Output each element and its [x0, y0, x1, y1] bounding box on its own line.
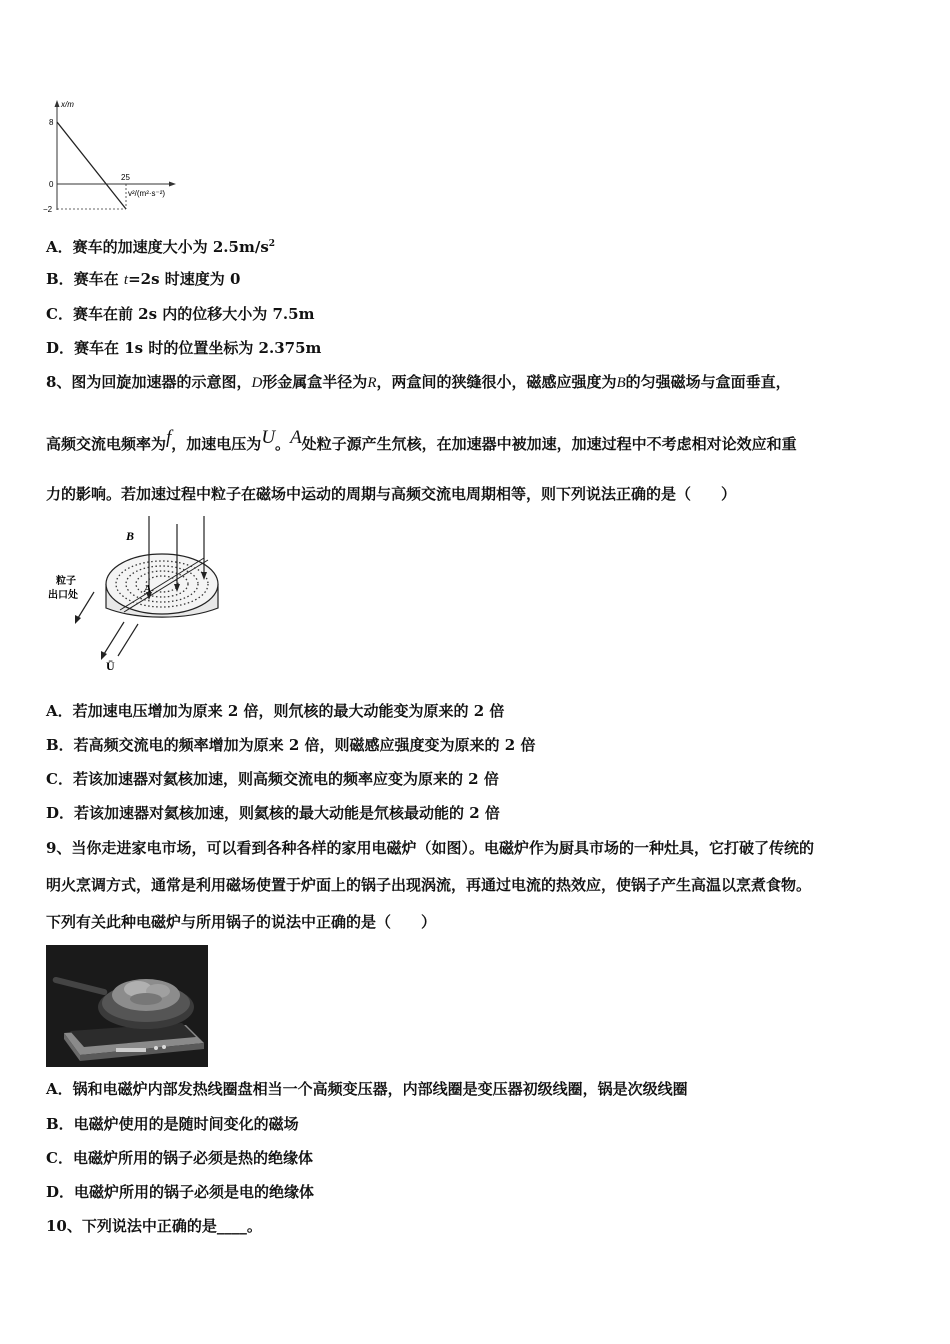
q8-option-b: B．若高频交流电的频率增加为原来 2 倍，则磁感应强度变为原来的 2 倍 — [46, 736, 536, 754]
q7-tick-25: 25 — [121, 173, 130, 182]
q8-option-a: A．若加速电压增加为原来 2 倍，则氘核的最大动能变为原来的 2 倍 — [46, 702, 505, 720]
q8-option-c: C．若该加速器对氦核加速，则高频交流电的频率应变为原来的 2 倍 — [46, 770, 499, 788]
q8-fig-label-a: A — [144, 583, 152, 595]
q10-stem: 10、下列说法中正确的是____。 — [46, 1217, 262, 1235]
q8-stem-line2: 高频交流电频率为f，加速电压为U。A处粒子源产生氘核，在加速器中被加速，加速过程中不考虑相对论效应和重 — [46, 427, 797, 453]
q9-stem-line3: 下列有关此种电磁炉与所用锅子的说法中正确的是（ ） — [46, 913, 437, 931]
q9-induction-cooker-photo — [46, 945, 208, 1067]
q8-cyclotron-figure — [44, 514, 234, 676]
q8-stem-line1: 8、图为回旋加速器的示意图，D形金属盒半径为R，两盒间的狭缝很小，磁感应强度为B的匀强磁场与盒面垂直， — [46, 373, 791, 391]
q9-option-d: D．电磁炉所用的锅子必须是电的绝缘体 — [46, 1183, 315, 1201]
q9-stem-line2: 明火烹调方式，通常是利用磁场使置于炉面上的锅子出现涡流，再通过电流的热效应，使锅子产生高温以烹煮食物。 — [46, 876, 812, 894]
q8-fig-label-exit-1: 粒子 — [56, 576, 76, 587]
q8-fig-label-u: Ū — [106, 659, 115, 673]
q7-y-axis-label: x/m — [61, 100, 74, 109]
q7-tick-0: 0 — [49, 180, 54, 189]
q7-graph — [40, 98, 190, 220]
q8-stem-line3: 力的影响。若加速过程中粒子在磁场中运动的周期与高频交流电周期相等，则下列说法正确的是（ ） — [46, 485, 737, 503]
q9-option-b: B．电磁炉使用的是随时间变化的磁场 — [46, 1115, 299, 1133]
q7-x-axis-label: v²/(m²·s⁻²) — [128, 189, 166, 198]
q9-option-a: A．锅和电磁炉内部发热线圈盘相当一个高频变压器，内部线圈是变压器初级线圈，锅是次级线圈 — [46, 1080, 688, 1098]
q7-tick-neg2: −2 — [43, 205, 53, 214]
q8-option-d: D．若该加速器对氦核加速，则氦核的最大动能是氘核最动能的 2 倍 — [46, 804, 500, 822]
q7-option-b: B．赛车在 t=2s 时速度为 0 — [46, 270, 241, 288]
q8-fig-label-b: B — [126, 529, 135, 543]
q7-option-a: A．赛车的加速度大小为 $2.5m/s^2$ — [46, 238, 276, 256]
q7-tick-8: 8 — [49, 118, 54, 127]
q8-fig-label-exit-2: 出口处 — [48, 590, 78, 601]
q9-stem-line1: 9、当你走进家电市场，可以看到各种各样的家用电磁炉（如图）。电磁炉作为厨具市场的一种灶具，它打破了传统的 — [46, 839, 814, 857]
q7-graph-line — [57, 122, 126, 209]
q7-option-c: C．赛车在前 2s 内的位移大小为 7.5m — [46, 305, 315, 323]
q9-option-c: C．电磁炉所用的锅子必须是热的绝缘体 — [46, 1149, 313, 1167]
q7-option-d: D．赛车在 1s 时的位置坐标为 2.375m — [46, 339, 322, 357]
